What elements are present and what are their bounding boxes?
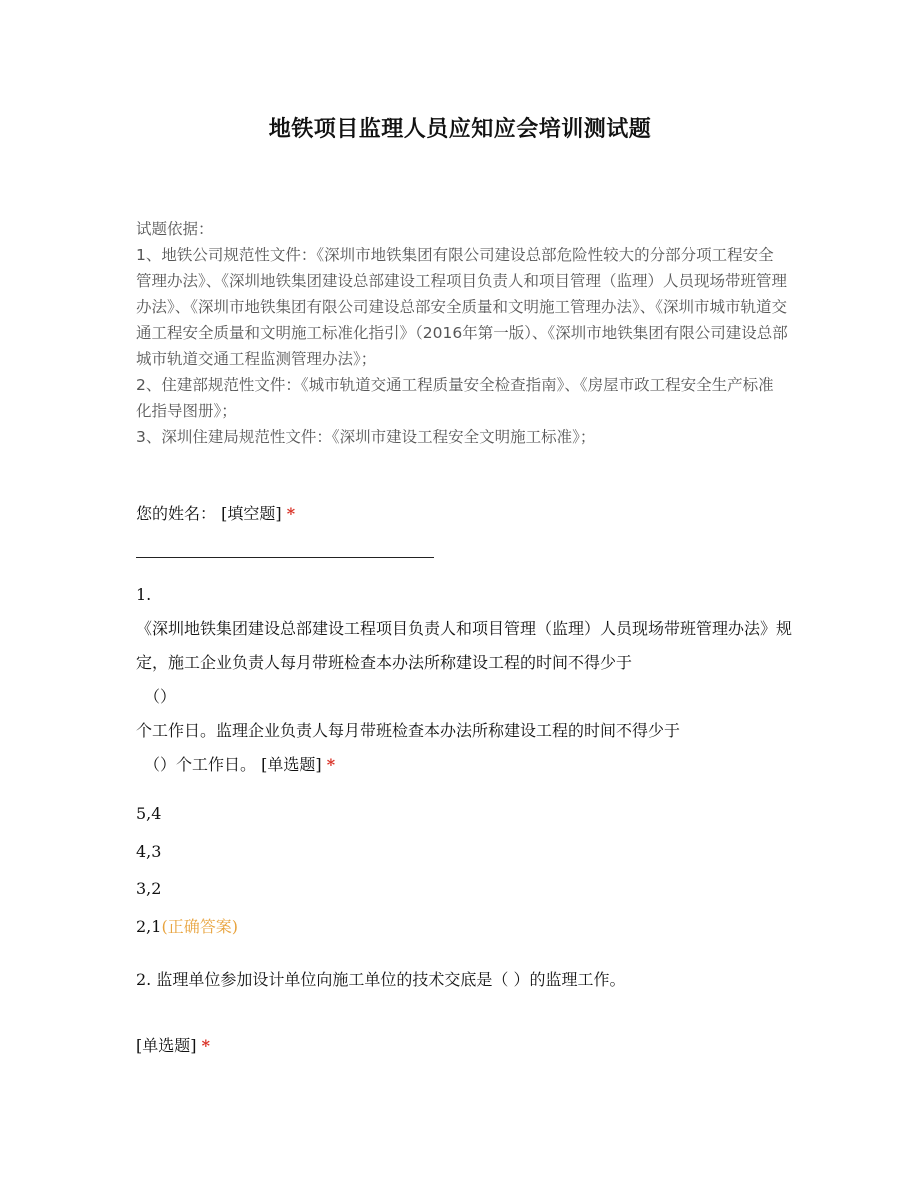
- option-d-text: 2,1: [136, 916, 162, 936]
- name-question-label: 您的姓名：: [136, 504, 217, 523]
- question-1-options: [136, 800, 238, 950]
- basis-item-2: 2、住建部规范性文件：《城市轨道交通工程质量安全检查指南》、《房屋市政工程安全生产标准化指导图册》；: [136, 376, 774, 420]
- question-1-number: 1.: [136, 585, 152, 604]
- required-mark: *: [286, 504, 296, 523]
- option-d[interactable]: [136, 913, 238, 951]
- basis-heading: 试题依据：: [136, 220, 214, 238]
- required-mark: *: [201, 1036, 210, 1055]
- basis-item-3: 3、深圳住建局规范性文件：《深圳市建设工程安全文明施工标准》；: [136, 428, 596, 446]
- required-mark: *: [326, 755, 336, 774]
- question-1-line-1: 《深圳地铁集团建设总部建设工程项目负责人和项目管理（监理）人员现场带班管理办法》规定，施工企业负责人每月带班检查本办法所称建设工程的时间不得少于: [136, 619, 793, 672]
- document-title: 地铁项目监理人员应知应会培训测试题: [268, 117, 652, 142]
- question-1-line-2: 个工作日。监理企业负责人每月带班检查本办法所称建设工程的时间不得少于: [136, 721, 681, 740]
- name-question: [136, 502, 295, 526]
- basis-item-1: 1、地铁公司规范性文件：《深圳市地铁集团有限公司建设总部危险性较大的分部分项工程安全管理办法》、《深圳地铁集团建设总部建设工程项目负责人和项目管理（监理）人员现场带班管理办法》、《深圳市地铁集团有限公司建设总部安全质量和文明施工管理办法》、《深圳市城市轨道交通工程安全质量和文明施工标准化指引》（2016年第一版）、《深圳市地铁集团有限公司建设总部城市轨道交通工程监测管理办法》；: [136, 246, 788, 368]
- question-2-text: 2. 监理单位参加设计单位向施工单位的技术交底是（ ）的监理工作。: [136, 970, 626, 989]
- option-c[interactable]: 3,2: [136, 879, 162, 898]
- question-2-type: [单选题]: [136, 1036, 197, 1055]
- question-1-type: [单选题]: [261, 755, 322, 774]
- question-1-blank: （）: [144, 687, 177, 706]
- name-answer-line[interactable]: [136, 557, 434, 558]
- question-1: [136, 578, 800, 782]
- question-1-line-3: [136, 748, 800, 782]
- name-question-type: [填空题]: [221, 504, 282, 523]
- question-1-line-3-text: （）个工作日。: [144, 755, 257, 774]
- correct-answer-label: (正确答案): [161, 916, 238, 936]
- option-a[interactable]: 5,4: [136, 804, 162, 823]
- question-2-type-line: [136, 1032, 210, 1060]
- exam-basis: [136, 216, 788, 450]
- option-b[interactable]: 4,3: [136, 841, 162, 861]
